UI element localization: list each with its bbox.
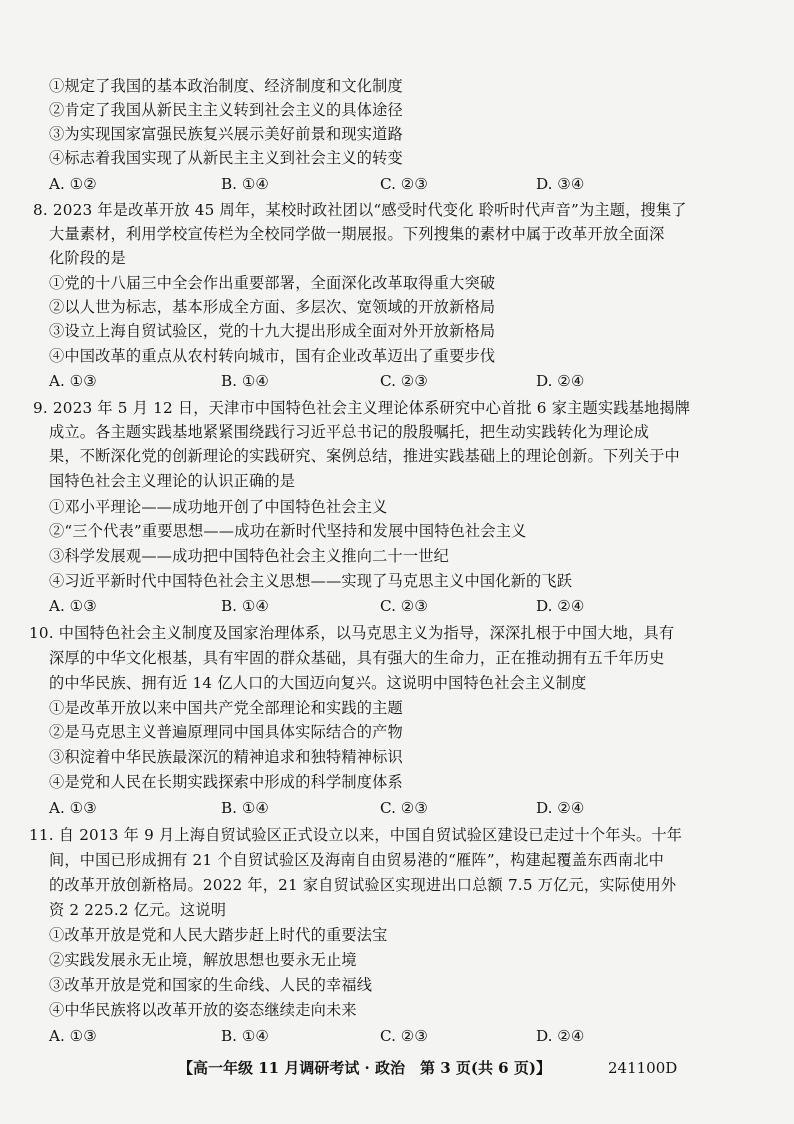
- q11-item-4: ④中华民族将以改革开放的姿态继续走向未来: [49, 1001, 357, 1019]
- q10-option-a: A. ①③: [49, 799, 97, 817]
- q11-stem-line-3: 的改革开放创新格局。2022 年，21 家自贸试验区实现进出口总额 7.5 万亿元，实际使用外: [49, 876, 677, 894]
- q10-option-b: B. ①④: [221, 799, 270, 817]
- q11-option-b: B. ①④: [221, 1027, 270, 1045]
- q10-stem-line-2: 深厚的中华文化根基，具有牢固的群众基础，具有强大的生命力，正在推动拥有五千年历史: [49, 649, 665, 667]
- q7-item-3: ③为实现国家富强民族复兴展示美好前景和现实道路: [49, 125, 403, 143]
- q8-stem-line-2: 大量素材，利用学校宣传栏为全校同学做一期展报。下列搜集的素材中属于改革开放全面深: [49, 225, 665, 243]
- q9-item-1: ①邓小平理论——成功地开创了中国特色社会主义: [49, 498, 388, 516]
- q7-option-c: C. ②③: [380, 175, 428, 193]
- q8-option-d: D. ②④: [536, 372, 585, 390]
- exam-code: 241100D: [608, 1059, 678, 1077]
- q9-stem-line-1: 9. 2023 年 5 月 12 日，天津市中国特色社会主义理论体系研究中心首批 6 家主题实践基地揭牌: [33, 399, 691, 417]
- q9-option-d: D. ②④: [536, 597, 585, 615]
- q8-stem-line-3: 化阶段的是: [49, 249, 126, 267]
- q10-item-2: ②是马克思主义普遍原理同中国具体实际结合的产物: [49, 723, 403, 741]
- q10-item-3: ③积淀着中华民族最深沉的精神追求和独特精神标识: [49, 748, 403, 766]
- q9-option-b: B. ①④: [221, 597, 270, 615]
- q8-item-3: ③设立上海自贸试验区，党的十九大提出形成全面对外开放新格局: [49, 322, 496, 340]
- q7-item-1: ①规定了我国的基本政治制度、经济制度和文化制度: [49, 77, 403, 95]
- q9-stem-line-2: 成立。各主题实践基地紧紧围绕践行习近平总书记的殷殷嘱托，把生动实践转化为理论成: [49, 423, 650, 441]
- q11-option-a: A. ①③: [49, 1027, 97, 1045]
- q7-option-b: B. ①④: [221, 175, 270, 193]
- q9-item-3: ③科学发展观——成功把中国特色社会主义推向二十一世纪: [49, 547, 450, 565]
- q9-stem-line-4: 国特色社会主义理论的认识正确的是: [49, 472, 296, 490]
- q11-stem-line-2: 间，中国已形成拥有 21 个自贸试验区及海南自由贸易港的“雁阵”，构建起覆盖东西南北中: [49, 851, 665, 869]
- q11-item-2: ②实践发展永无止境，解放思想也要永无止境: [49, 951, 357, 969]
- q10-item-1: ①是改革开放以来中国共产党全部理论和实践的主题: [49, 699, 403, 717]
- q7-item-4: ④标志着我国实现了从新民主主义到社会主义的转变: [49, 149, 403, 167]
- q9-item-2: ②“三个代表”重要思想——成功在新时代坚持和发展中国特色社会主义: [49, 522, 527, 540]
- q8-item-1: ①党的十八届三中全会作出重要部署，全面深化改革取得重大突破: [49, 274, 496, 292]
- q10-stem-line-1: 10. 中国特色社会主义制度及国家治理体系，以马克思主义为指导，深深扎根于中国大地，具有: [29, 624, 675, 642]
- q8-option-b: B. ①④: [221, 372, 270, 390]
- q10-stem-line-3: 的中华民族、拥有近 14 亿人口的大国迈向复兴。这说明中国特色社会主义制度: [49, 674, 587, 692]
- q8-option-a: A. ①③: [49, 372, 97, 390]
- q11-option-c: C. ②③: [380, 1027, 428, 1045]
- q11-item-3: ③改革开放是党和国家的生命线、人民的幸福线: [49, 976, 373, 994]
- q11-stem-line-1: 11. 自 2013 年 9 月上海自贸试验区正式设立以来，中国自贸试验区建设已走过十个年头。十年: [29, 826, 683, 844]
- q10-item-4: ④是党和人民在长期实践探索中形成的科学制度体系: [49, 773, 403, 791]
- q8-option-c: C. ②③: [380, 372, 428, 390]
- q10-option-c: C. ②③: [380, 799, 428, 817]
- q7-option-a: A. ①②: [49, 175, 97, 193]
- q11-option-d: D. ②④: [536, 1027, 585, 1045]
- q9-stem-line-3: 果，不断深化党的创新理论的实践研究、案例总结，推进实践基础上的理论创新。下列关于中: [49, 447, 680, 465]
- q11-item-1: ①改革开放是党和人民大踏步赶上时代的重要法宝: [49, 926, 388, 944]
- q9-option-a: A. ①③: [49, 597, 97, 615]
- page-footer: 【高一年级 11 月调研考试 · 政治 第 3 页(共 6 页)】: [178, 1059, 551, 1077]
- q8-stem-line-1: 8. 2023 年是改革开放 45 周年，某校时政社团以“感受时代变化 聆听时代声音”为主题，搜集了: [33, 201, 687, 219]
- q11-stem-line-4: 资 2 225.2 亿元。这说明: [49, 901, 227, 919]
- q9-option-c: C. ②③: [380, 597, 428, 615]
- q7-item-2: ②肯定了我国从新民主主义转到社会主义的具体途径: [49, 101, 403, 119]
- q8-item-2: ②以人世为标志，基本形成全方面、多层次、宽领域的开放新格局: [49, 298, 496, 316]
- q10-option-d: D. ②④: [536, 799, 585, 817]
- q8-item-4: ④中国改革的重点从农村转向城市，国有企业改革迈出了重要步伐: [49, 347, 496, 365]
- q9-item-4: ④习近平新时代中国特色社会主义思想——实现了马克思主义中国化新的飞跃: [49, 572, 573, 590]
- q7-option-d: D. ③④: [536, 175, 585, 193]
